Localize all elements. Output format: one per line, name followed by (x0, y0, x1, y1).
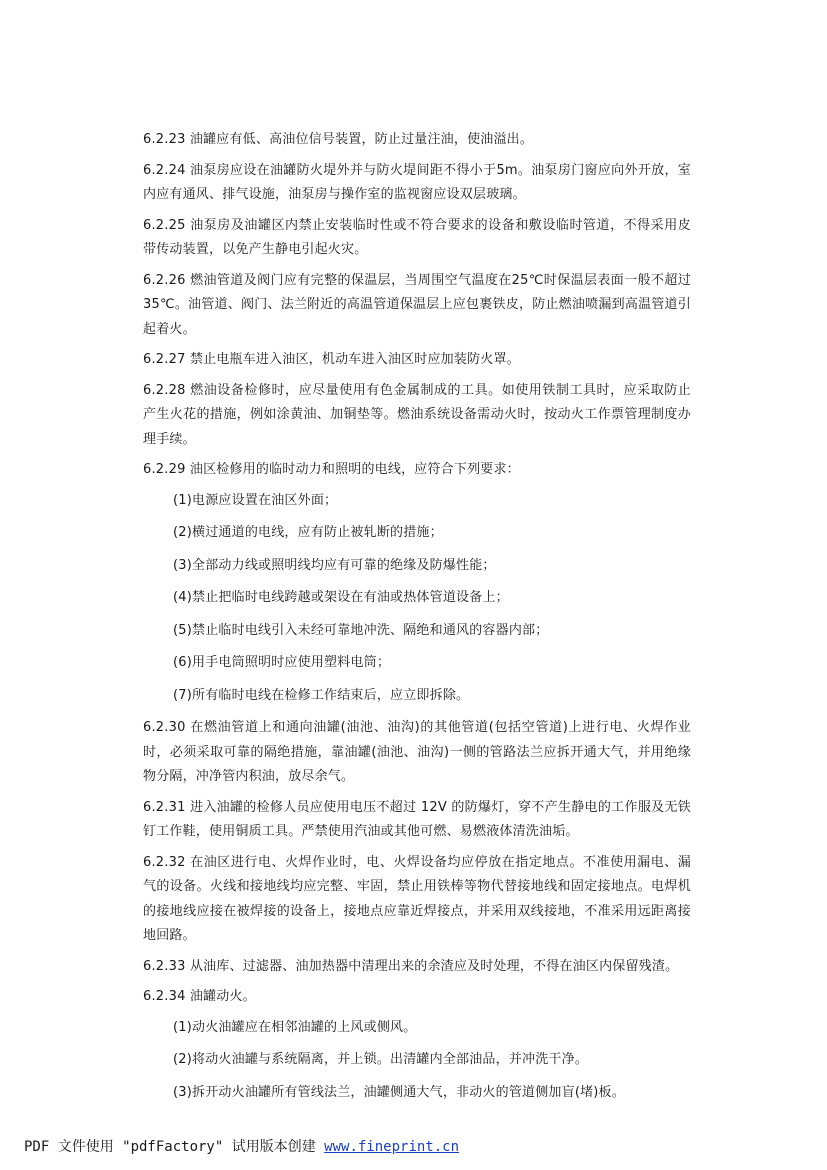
pdf-footer (24, 1136, 459, 1156)
list-item: (5)禁止临时电线引入未经可靠地冲洗、隔绝和通风的容器内部； (173, 622, 549, 638)
list-item: (1)电源应设置在油区外面； (173, 492, 338, 508)
clause-6-2-27: 6.2.27 禁止电瓶车进入油区，机动车进入油区时应加装防火罩。 (143, 352, 520, 367)
clause-6-2-24: 6.2.24 油泵房应设在油罐防火堤外并与防火堤间距不得小于5m。油泵房门窗应向外开放，室内应有通风、排气设施，油泵房与操作室的监视窗应设双层玻璃。 (143, 162, 691, 202)
clause-6-2-29: 6.2.29 油区检修用的临时动力和照明的电线，应符合下列要求： (143, 462, 520, 477)
clause-6-2-26: 6.2.26 燃油管道及阀门应有完整的保温层，当周围空气温度在25℃时保温层表面一般不超过 35℃。油管道、阀门、法兰附近的高温管道保温层上应包裹铁皮，防止燃油喷漏到高温管道引起着火。 (143, 272, 691, 337)
list-item: (6)用手电筒照明时应使用塑料电筒； (173, 655, 391, 670)
footer-text: PDF 文件使用 "pdfFactory" 试用版本创建 (24, 1139, 325, 1155)
list-item: (3)全部动力线或照明线均应有可靠的绝缘及防爆性能； (173, 557, 496, 573)
clause-6-2-30: 6.2.30 在燃油管道上和通向油罐(油池、油沟)的其他管道(包括空管道)上进行电、火焊作业时，必须采取可靠的隔绝措施，靠油罐(油池、油沟)一侧的管路法兰应拆开通大气，并用绝缘物分隔，冲净管内积油，放尽余气。 (143, 720, 691, 784)
clause-6-2-31: 6.2.31 进入油罐的检修人员应使用电压不超过 12V 的防爆灯，穿不产生静电的工作服及无铁钉工作鞋，使用铜质工具。严禁使用汽油或其他可燃、易燃液体清洗油垢。 (143, 799, 691, 839)
clause-6-2-23: 6.2.23 油罐应有低、高油位信号装置，防止过量注油，使油溢出。 (143, 132, 534, 147)
clause-6-2-28: 6.2.28 燃油设备检修时，应尽量使用有色金属制成的工具。如使用铁制工具时，应采取防止产生火花的措施，例如涂黄油、加铜垫等。燃油系统设备需动火时，按动火工作票管理制度办理手续。 (143, 382, 691, 447)
document-body (143, 128, 691, 1113)
list-item: (1)动火油罐应在相邻油罐的上风或侧风。 (173, 1019, 417, 1035)
clause-6-2-25: 6.2.25 油泵房及油罐区内禁止安装临时性或不符合要求的设备和敷设临时管道，不得采用皮带传动装置，以免产生静电引起火灾。 (143, 217, 691, 257)
list-item: (2)将动火油罐与系统隔离，并上锁。出清罐内全部油品，并冲洗干净。 (173, 1052, 589, 1067)
list-item: (2)横过通道的电线，应有防止被轧断的措施； (173, 525, 443, 540)
clause-6-2-33: 6.2.33 从油库、过滤器、油加热器中清理出来的余渣应及时处理，不得在油区内保留残渣。 (143, 958, 679, 974)
clause-6-2-32: 6.2.32 在油区进行电、火焊作业时，电、火焊设备均应停放在指定地点。不准使用漏电、漏气的设备。火线和接地线均应完整、牢固，禁止用铁棒等物代替接地线和固定接地点。电焊机的接地线应接在被焊接的设备上，接地点应靠近焊接点，并采用双线接地，不准采用远距离接地回路。 (143, 854, 691, 943)
list-item: (7)所有临时电线在检修工作结束后，应立即拆除。 (173, 687, 470, 703)
list-item: (3)拆开动火油罐所有管线法兰，油罐侧通大气，非动火的管道侧加盲(堵)板。 (173, 1084, 625, 1100)
list-item: (4)禁止把临时电线跨越或架设在有油或热体管道设备上； (173, 590, 509, 605)
footer-link[interactable]: www.fineprint.cn (324, 1139, 460, 1155)
clause-6-2-34: 6.2.34 油罐动火。 (143, 989, 256, 1004)
